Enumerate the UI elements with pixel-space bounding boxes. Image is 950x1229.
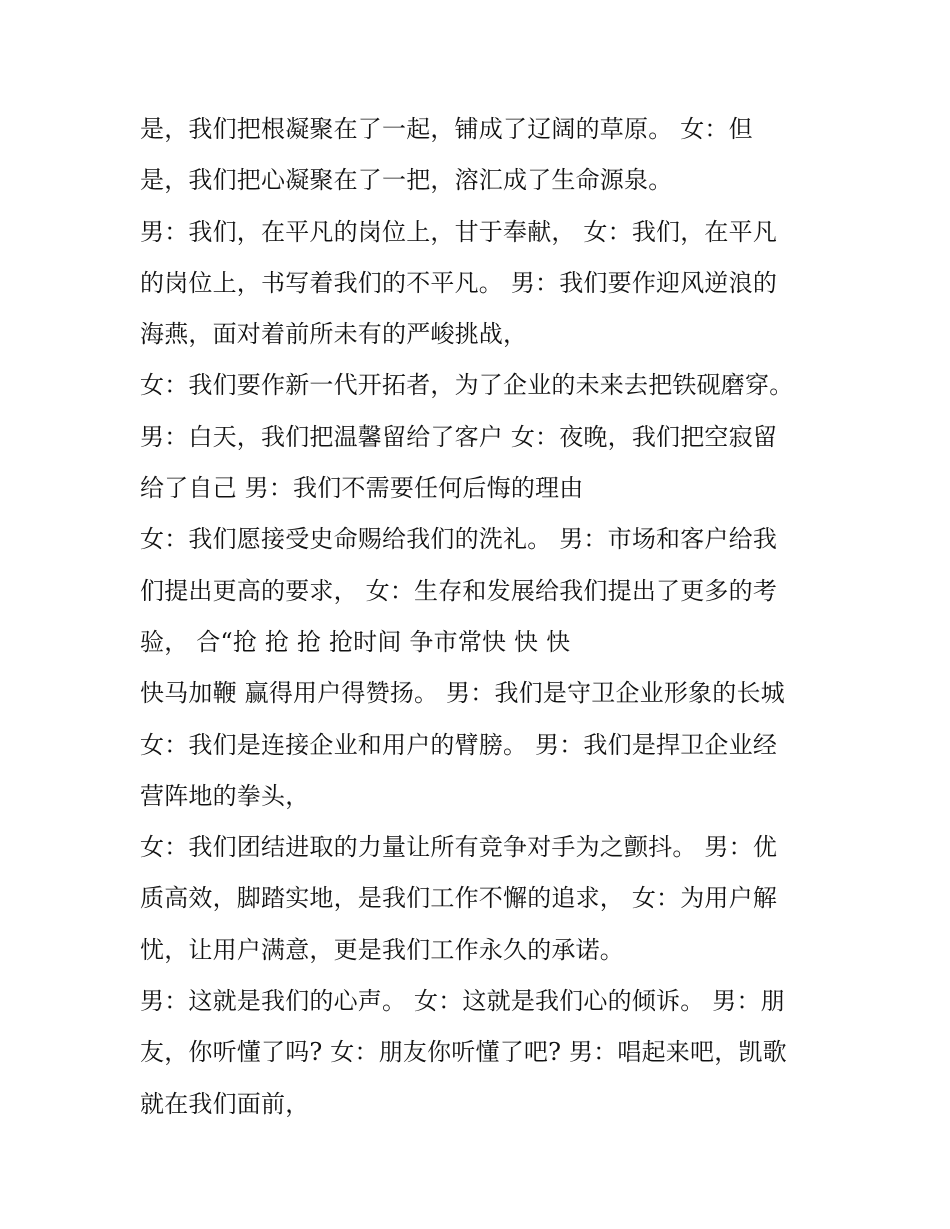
text-line: 女：我们愿接受史命赐给我们的洗礼。 男：市场和客户给我 xyxy=(140,525,778,554)
text-line: 的岗位上，书写着我们的不平凡。 男：我们要作迎风逆浪的 xyxy=(140,268,778,297)
text-line: 女：我们要作新一代开拓者，为了企业的未来去把铁砚磨穿。 xyxy=(140,371,794,400)
text-line: 男：这就是我们的心声。 女：这就是我们心的倾诉。 男：朋 xyxy=(140,987,785,1016)
text-line: 海燕，面对着前所未有的严峻挑战， xyxy=(140,320,528,349)
text-line: 们提出更高的要求， 女：生存和发展给我们提出了更多的考 xyxy=(140,576,778,605)
text-line: 友，你听懂了吗? 女：朋友你听懂了吧? 男：唱起来吧，凯歌 xyxy=(140,1038,787,1067)
text-line: 是，我们把心凝聚在了一把，溶汇成了生命源泉。 xyxy=(140,166,673,195)
text-line: 就在我们面前， xyxy=(140,1089,310,1118)
text-line: 忧，让用户满意，更是我们工作永久的承诺。 xyxy=(140,935,624,964)
text-line: 女：我们是连接企业和用户的臂膀。 男：我们是捍卫企业经 xyxy=(140,730,778,759)
text-line: 男：白天，我们把温馨留给了客户 女：夜晚，我们把空寂留 xyxy=(140,422,778,451)
text-line: 快马加鞭 赢得用户得赞扬。 男：我们是守卫企业形象的长城 xyxy=(140,679,785,708)
text-line: 男：我们，在平凡的岗位上，甘于奉献， 女：我们，在平凡 xyxy=(140,217,778,246)
text-line: 给了自己 男：我们不需要任何后悔的理由 xyxy=(140,474,584,503)
text-line: 营阵地的拳头， xyxy=(140,781,310,810)
text-line: 是，我们把根凝聚在了一起，铺成了辽阔的草原。 女：但 xyxy=(140,115,753,143)
text-line: 质高效，脚踏实地，是我们工作不懈的追求， 女：为用户解 xyxy=(140,884,778,913)
document-body xyxy=(140,104,820,1130)
text-line: 女：我们团结进取的力量让所有竞争对手为之颤抖。 男：优 xyxy=(140,833,778,862)
text-line: 验， 合“抢 抢 抢 抢时间 争市常快 快 快 xyxy=(140,627,571,656)
